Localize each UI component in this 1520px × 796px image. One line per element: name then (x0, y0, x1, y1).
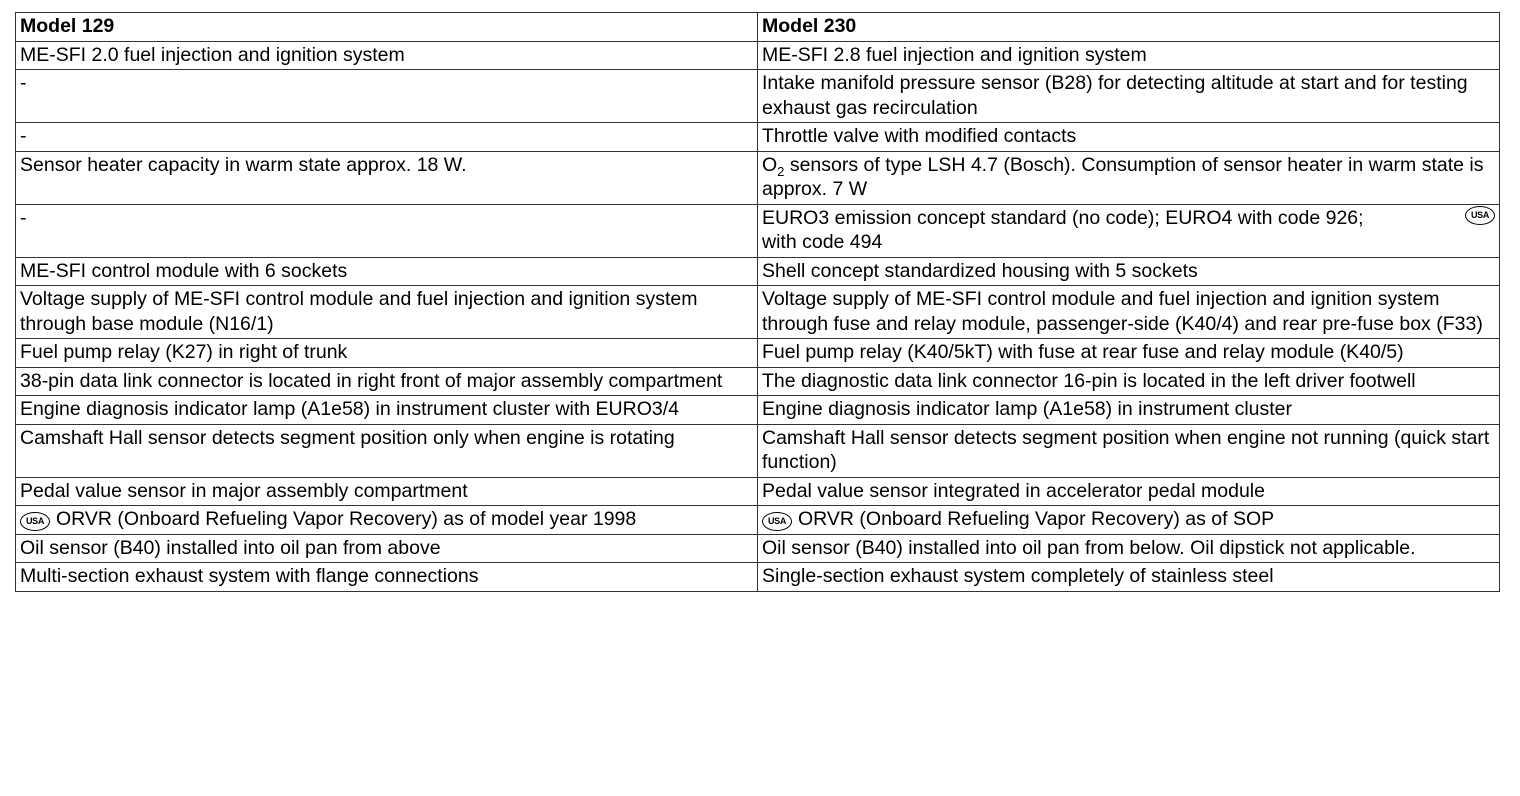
cell-model-129: Voltage supply of ME-SFI control module and fuel injection and ignition system through base module (N16/1) (16, 286, 758, 339)
o2-sensor-text: sensors of type LSH 4.7 (Bosch). Consumption of sensor heater in warm state is approx. 7 W (762, 153, 1484, 200)
usa-icon: USA (1465, 206, 1495, 225)
orvr-text: ORVR (Onboard Refueling Vapor Recovery) as of SOP (798, 508, 1275, 530)
usa-icon: USA (20, 512, 50, 531)
cell-model-129: Fuel pump relay (K27) in right of trunk (16, 339, 758, 368)
header-model-129: Model 129 (16, 13, 758, 42)
table-row (16, 339, 1500, 368)
table-row (16, 506, 1500, 535)
cell-model-230 (758, 204, 1500, 257)
table-row (16, 534, 1500, 563)
cell-model-230: Pedal value sensor integrated in accelerator pedal module (758, 477, 1500, 506)
cell-model-129: ME-SFI control module with 6 sockets (16, 257, 758, 286)
cell-model-129 (16, 506, 758, 535)
cell-model-230: Throttle valve with modified contacts (758, 123, 1500, 152)
table-row (16, 563, 1500, 592)
cell-model-230: Fuel pump relay (K40/5kT) with fuse at rear fuse and relay module (K40/5) (758, 339, 1500, 368)
cell-model-129: - (16, 204, 758, 257)
cell-model-230: Intake manifold pressure sensor (B28) for detecting altitude at start and for testing exhaust gas recirculation (758, 70, 1500, 123)
cell-model-230: Oil sensor (B40) installed into oil pan from below. Oil dipstick not applicable. (758, 534, 1500, 563)
comparison-table (15, 12, 1500, 592)
cell-model-230: Single-section exhaust system completely of stainless steel (758, 563, 1500, 592)
table-row (16, 70, 1500, 123)
cell-model-129: 38-pin data link connector is located in right front of major assembly compartment (16, 367, 758, 396)
table-row (16, 396, 1500, 425)
cell-model-230: Shell concept standardized housing with 5 sockets (758, 257, 1500, 286)
usa-icon: USA (762, 512, 792, 531)
table-row (16, 123, 1500, 152)
o2-text: O (762, 153, 778, 176)
table-row (16, 257, 1500, 286)
table-row (16, 151, 1500, 204)
orvr-text: ORVR (Onboard Refueling Vapor Recovery) as of model year 1998 (56, 508, 637, 530)
header-row (16, 13, 1500, 42)
cell-model-230: Voltage supply of ME-SFI control module and fuel injection and ignition system through fuse and relay module, passenger-side (K40/4) and rear pre-fuse box (F33) (758, 286, 1500, 339)
emission-text-usa: with code 494 (762, 231, 883, 253)
o2-subscript: 2 (777, 163, 785, 179)
cell-model-129: ME-SFI 2.0 fuel injection and ignition system (16, 41, 758, 70)
cell-model-129: Pedal value sensor in major assembly compartment (16, 477, 758, 506)
cell-model-230: The diagnostic data link connector 16-pin is located in the left driver footwell (758, 367, 1500, 396)
table-row (16, 424, 1500, 477)
cell-model-129: Camshaft Hall sensor detects segment position only when engine is rotating (16, 424, 758, 477)
cell-model-230 (758, 506, 1500, 535)
cell-model-129: Oil sensor (B40) installed into oil pan from above (16, 534, 758, 563)
cell-model-129: - (16, 123, 758, 152)
cell-model-230: ME-SFI 2.8 fuel injection and ignition system (758, 41, 1500, 70)
cell-model-230: Engine diagnosis indicator lamp (A1e58) in instrument cluster (758, 396, 1500, 425)
cell-model-129: Engine diagnosis indicator lamp (A1e58) in instrument cluster with EURO3/4 (16, 396, 758, 425)
table-row (16, 286, 1500, 339)
header-model-230: Model 230 (758, 13, 1500, 42)
cell-model-129: Multi-section exhaust system with flange connections (16, 563, 758, 592)
table-row (16, 41, 1500, 70)
cell-model-230: Camshaft Hall sensor detects segment position when engine not running (quick start function) (758, 424, 1500, 477)
emission-text: EURO3 emission concept standard (no code); EURO4 with code 926; (762, 206, 1364, 229)
table-row (16, 477, 1500, 506)
cell-model-129: Sensor heater capacity in warm state approx. 18 W. (16, 151, 758, 204)
cell-model-230 (758, 151, 1500, 204)
table-row (16, 204, 1500, 257)
table-row (16, 367, 1500, 396)
cell-model-129: - (16, 70, 758, 123)
